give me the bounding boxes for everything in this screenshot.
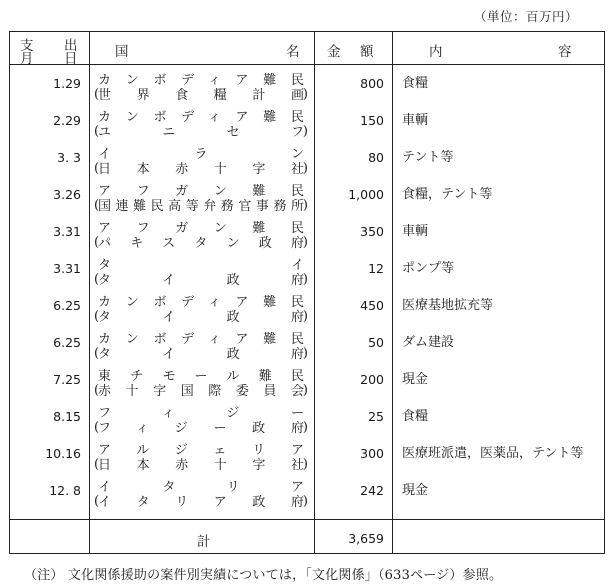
row-amount: 12 xyxy=(368,261,384,276)
header-date-char: 出 xyxy=(64,38,78,54)
row-country: フィジー xyxy=(98,406,304,421)
row-recipient: フィジー政府 xyxy=(98,421,304,436)
row-amount: 350 xyxy=(360,224,384,239)
row-country: 東チモール難民 xyxy=(98,369,304,384)
row-content: テント等 xyxy=(402,150,454,165)
row-date: 3.31 xyxy=(53,261,81,276)
row-recipient: パキスタン政府 xyxy=(98,236,304,251)
row-amount: 80 xyxy=(368,150,384,165)
row-recipient: 赤十字国際委員会 xyxy=(98,384,304,399)
header-amount-char: 金 xyxy=(327,44,341,60)
row-amount: 50 xyxy=(368,335,384,350)
row-country: アルジェリア xyxy=(98,443,304,458)
total-label: 計 xyxy=(197,534,211,550)
row-date: 8.15 xyxy=(53,409,81,424)
header-divider xyxy=(10,64,604,65)
header-content-char: 容 xyxy=(558,44,572,60)
row-content: 医療基地拡充等 xyxy=(402,298,494,313)
row-content: 車輌 xyxy=(402,113,429,128)
row-country: イラン xyxy=(98,147,304,162)
row-date: 3.26 xyxy=(53,187,81,202)
row-date: 3. 3 xyxy=(57,150,81,165)
header-amount-char: 額 xyxy=(360,44,374,60)
total-divider xyxy=(10,519,604,520)
table-row xyxy=(10,144,604,180)
row-recipient: 世界食糧計画 xyxy=(98,88,304,103)
row-content: 食糧 xyxy=(402,76,429,91)
row-date: 7.25 xyxy=(53,372,81,387)
row-amount: 150 xyxy=(360,113,384,128)
row-country: タイ xyxy=(98,258,304,273)
row-country: アフガン難民 xyxy=(98,221,304,236)
row-date: 6.25 xyxy=(53,298,81,313)
table-row xyxy=(10,255,604,291)
row-country: カンボディア難民 xyxy=(98,295,304,310)
header-date-char: 月 xyxy=(20,51,34,67)
row-content: ダム建設 xyxy=(402,335,455,350)
footnote: （注） 文化関係援助の案件別実績については，「文化関係」（633ページ）参照。 xyxy=(24,568,503,583)
row-content: 現金 xyxy=(402,483,429,498)
row-country: カンボディア難民 xyxy=(98,73,304,88)
row-recipient: 日本赤十字社 xyxy=(98,458,304,473)
row-date: 1.29 xyxy=(53,76,81,91)
row-date: 12. 8 xyxy=(49,483,81,498)
row-date: 10.16 xyxy=(45,446,81,461)
row-country: カンボディア難民 xyxy=(98,332,304,347)
row-recipient: タイ政府 xyxy=(98,310,304,325)
row-amount: 200 xyxy=(360,372,384,387)
row-country: アフガン難民 xyxy=(98,184,304,199)
row-content: ポンプ等 xyxy=(402,261,455,276)
row-amount: 450 xyxy=(360,298,384,313)
row-recipient: タイ政府 xyxy=(98,347,304,362)
row-amount: 242 xyxy=(360,483,384,498)
table-row xyxy=(10,70,604,106)
row-date: 3.31 xyxy=(53,224,81,239)
row-date: 2.29 xyxy=(53,113,81,128)
aid-table xyxy=(9,31,605,554)
table-row xyxy=(10,477,604,513)
row-date: 6.25 xyxy=(53,335,81,350)
row-content: 車輌 xyxy=(402,224,429,239)
unit-label: （単位：百万円） xyxy=(473,9,578,24)
header-country-char: 名 xyxy=(286,44,300,60)
row-recipient: イタリア政府 xyxy=(98,495,304,510)
row-recipient: タイ政府 xyxy=(98,273,304,288)
row-content: 現金 xyxy=(402,372,429,387)
table-row xyxy=(10,292,604,328)
row-amount: 25 xyxy=(368,409,384,424)
total-amount: 3,659 xyxy=(348,531,384,546)
row-content: 食糧，テント等 xyxy=(402,187,493,202)
table-row xyxy=(10,403,604,439)
row-country: カンボディア難民 xyxy=(98,110,304,125)
row-recipient: ユニセフ xyxy=(98,125,304,140)
header-content-char: 内 xyxy=(429,44,443,60)
row-recipient: 日本赤十字社 xyxy=(98,162,304,177)
row-amount: 800 xyxy=(360,76,384,91)
header-country-char: 国 xyxy=(115,44,129,60)
header-date-char: 支 xyxy=(20,38,34,54)
row-country: イタリア xyxy=(98,480,304,495)
table-row xyxy=(10,107,604,143)
row-amount: 300 xyxy=(360,446,384,461)
table-row xyxy=(10,440,604,476)
row-amount: 1,000 xyxy=(348,187,384,202)
row-content: 医療班派遣，医薬品，テント等 xyxy=(402,446,584,461)
table-row xyxy=(10,329,604,365)
row-recipient: 国連難民高等弁務官事務所 xyxy=(98,199,304,214)
table-row xyxy=(10,366,604,402)
table-row xyxy=(10,181,604,217)
row-content: 食糧 xyxy=(402,409,429,424)
table-row xyxy=(10,218,604,254)
header-date-char: 日 xyxy=(64,51,78,67)
